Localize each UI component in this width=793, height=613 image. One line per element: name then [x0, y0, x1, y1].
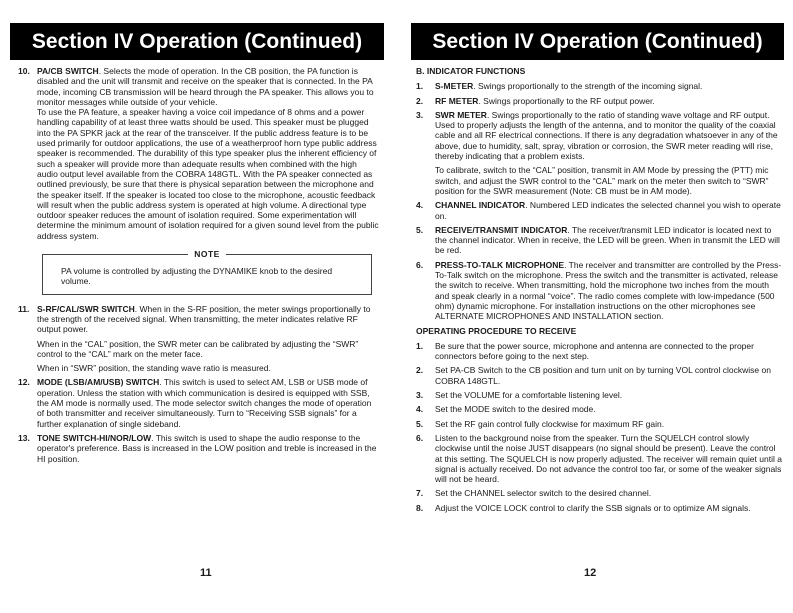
- item-title: MODE (LSB/AM/USB) SWITCH: [37, 377, 160, 388]
- note-box: [42, 249, 372, 295]
- item-title: CHANNEL INDICATOR: [435, 200, 526, 211]
- item-text: Listen to the background noise from the speaker. Turn the SQUELCH control slowly clockwise until the noise JUST disappears (no signal should be present). Leave the control at this setting. The SQUELCH is now properly adjusted. The receiver will remain quiet until a signal is actually received. Do not advance the control too far, or some of the weaker signals will not be heard.: [435, 432, 782, 485]
- item-number: 1.: [416, 340, 424, 351]
- item-number: 7.: [416, 488, 424, 499]
- item-title: S-RF/CAL/SWR SWITCH: [37, 303, 135, 314]
- item-number: 4.: [416, 404, 424, 415]
- note-text: PA volume is controlled by adjusting the DYNAMIKE knob to the desired volume.: [61, 266, 333, 287]
- page-header: Section IV Operation (Continued): [10, 23, 384, 60]
- item-paragraph: When in the “CAL” position, the SWR meter can be calibrated by adjusting the “SWR” control to the “CAL” mark on the meter face.: [37, 338, 359, 359]
- list-item: [416, 488, 784, 498]
- page-header: Section IV Operation (Continued): [411, 23, 784, 60]
- section-heading: OPERATING PROCEDURE TO RECEIVE: [416, 325, 577, 336]
- list-item: [416, 200, 784, 221]
- list-item: [18, 66, 380, 241]
- list-item: [416, 365, 784, 386]
- left-content: [18, 66, 380, 468]
- item-text: Set the VOLUME for a comfortable listening level.: [435, 390, 623, 401]
- item-text: Set the RF gain control fully clockwise for maximum RF gain.: [435, 418, 665, 429]
- item-title: S-METER: [435, 81, 474, 92]
- section-heading: B. INDICATOR FUNCTIONS: [416, 66, 526, 76]
- list-item: [416, 341, 784, 362]
- item-text: . This switch is used to select AM, LSB or USB mode of operation. Unless the station with which communication is desired is equipped with SSB, the AM mode is normally used. The mode selector switch changes the mode of operation of both transmitter and receiver simultaneously. Turn to “Receiving SSB signals” for a further explanation of single sideband.: [37, 377, 372, 429]
- item-paragraph: To use the PA feature, a speaker having a voice coil impedance of 8 ohms and a power handling capability of at least three watts should be used. This speaker must be plugged into the PA SPKR jack at the rear of the transceiver. If the public address feature is to be used primarily for outdoor applications, the use of a weatherproof horn type public address speaker is recommended. The durability of this type speaker plus the inherent efficiency of such a speaker will provide more than adequate results when combined with the high audio output level available from the COBRA 148GTL. With the PA speaker connected as outlined previously, be sure that there is physical separation between the microphone and the speaker itself. If the speaker is located too close to the microphone, acoustic feedback will result when the public address system is operated at high volume. A directional type outdoor speaker reduces the amount of isolation required. Some experimentation will determine the minimum amount of isolation required for a given sound level from the public address system.: [37, 107, 379, 241]
- right-page: [403, 0, 793, 613]
- item-text: Be sure that the power source, microphone and antenna are connected to the proper connectors before going to the next step.: [435, 340, 754, 362]
- item-text: . Selects the mode of operation. In the CB position, the PA function is disabled and the unit will transmit and receive on the speaker that is connected. In the PA mode, incoming CB transmission will be heard through the PA speaker. This allows you to monitor messages while outside of your vehicle.: [37, 66, 374, 107]
- item-number: 11.: [18, 303, 30, 314]
- list-item: [416, 503, 784, 513]
- item-number: 6.: [416, 432, 424, 443]
- item-text: . Swings proportionally to the ratio of standing wave voltage and RF output. Used to properly adjusts the length of the antenna, and to monitor the quality of the coaxial cable and all RF electrical connections. If there is any degradation whatsoever in any of the above, due to humidity, salt, spray, vibration or corrosion, the SWR meter reading will rise, thereby indicating that a problem exists.: [435, 109, 778, 162]
- item-number: 12.: [18, 377, 30, 388]
- item-number: 5.: [416, 224, 424, 235]
- item-title: RECEIVE/TRANSMIT INDICATOR: [435, 224, 568, 235]
- list-item: [416, 404, 784, 414]
- item-number: 6.: [416, 259, 424, 270]
- note-title: NOTE: [188, 249, 226, 259]
- item-text: . Numbered LED indicates the selected channel you wish to operate on.: [435, 200, 781, 221]
- list-item: [416, 419, 784, 429]
- item-text: Adjust the VOICE LOCK control to clarify the SSB signals or to optimize AM signals.: [435, 502, 751, 513]
- list-item: [416, 81, 784, 91]
- page-number: 11: [200, 567, 212, 579]
- item-paragraph: To calibrate, switch to the “CAL” position, transmit in AM Mode by pressing the (PTT) mic switch, and adjust the SWR control to the “CAL” mark on the meter then switch to “SWR” position for the SWR measurement (Note: CB must be in AM mode).: [435, 165, 769, 196]
- item-text: . When in the S-RF position, the meter swings proportionally to the strength of the received signal. When transmitting, the meter indicates relative RF output power.: [37, 303, 371, 335]
- item-title: PA/CB SWITCH: [37, 66, 99, 76]
- item-text: . Swings proportionally to the strength of the incoming signal.: [473, 81, 703, 92]
- item-number: 4.: [416, 200, 424, 211]
- item-paragraph: When in “SWR” position, the standing wave ratio is measured.: [37, 363, 271, 374]
- item-text: . This switch is used to shape the audio response to the operator's preference. Bass is increased in the LOW position and treble is increased in the HI position.: [37, 432, 377, 464]
- right-content: [416, 66, 784, 517]
- item-title: PRESS-TO-TALK MICROPHONE: [435, 259, 565, 270]
- item-number: 3.: [416, 390, 424, 401]
- item-number: 5.: [416, 418, 424, 429]
- left-page: [0, 0, 393, 613]
- item-number: 13.: [18, 432, 30, 443]
- item-title: TONE SWITCH-HI/NOR/LOW: [37, 432, 152, 443]
- list-item: [18, 433, 380, 464]
- item-text: Set PA-CB Switch to the CB position and turn unit on by turning VOL control clockwise on COBRA 148GTL.: [435, 365, 771, 386]
- item-text: Set the CHANNEL selector switch to the desired channel.: [435, 488, 652, 499]
- list-item: [416, 433, 784, 484]
- list-item: [18, 304, 380, 374]
- list-item: [416, 260, 784, 322]
- item-number: 8.: [416, 502, 424, 513]
- item-number: 10.: [18, 66, 30, 76]
- item-title: RF METER: [435, 95, 479, 106]
- list-item: [416, 96, 784, 106]
- item-title: SWR METER: [435, 109, 487, 120]
- item-text: . Swings proportionally to the RF output power.: [478, 95, 655, 106]
- list-item: [18, 377, 380, 428]
- item-text: . The receiver and transmitter are controlled by the Press-To-Talk switch on the microphone. Press the switch and the transmitter is activated, release the switch to receive. When transmitting, hold the microphone two inches from the mouth and speak clearly in a normal “voice”. The radio comes complete with low-impedance (500 ohm) dynamic microphone. For installation instructions on the other microphones see ALTERNATE MICROPHONES AND INSTALLATION section.: [435, 259, 782, 322]
- item-number: 2.: [416, 365, 424, 376]
- item-number: 2.: [416, 95, 424, 106]
- item-number: 1.: [416, 81, 424, 92]
- item-number: 3.: [416, 109, 424, 120]
- page-number: 12: [584, 567, 597, 579]
- item-text: . The receiver/transmit LED indicator is located next to the channel indicator. When in receive, the LED will be green. When in transmit the LED will be red.: [435, 224, 780, 256]
- item-text: Set the MODE switch to the desired mode.: [435, 404, 596, 415]
- list-item: [416, 225, 784, 256]
- list-item: [416, 110, 784, 196]
- list-item: [416, 390, 784, 400]
